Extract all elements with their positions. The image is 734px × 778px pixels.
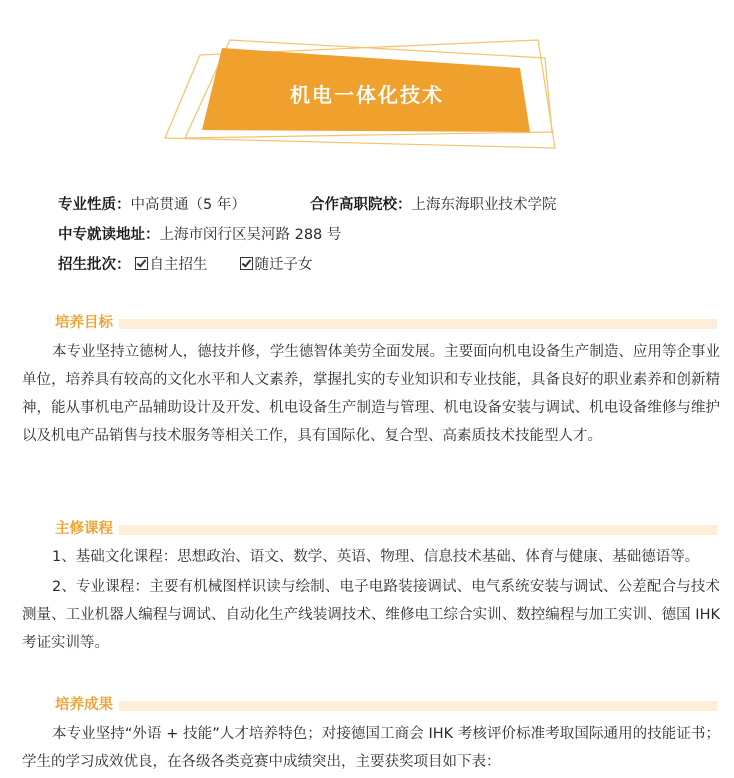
info-row-nature <box>58 195 246 215</box>
courses-item-1: 1、基础文化课程：思想政治、语文、数学、英语、物理、信息技术基础、体育与健康、基础德语等。 <box>52 549 700 565</box>
nature-label: 专业性质： <box>58 197 131 213</box>
courses-item-2: 2、专业课程：主要有机械图样识读与绘制、电子电路装接调试、电气系统安装与调试、公差配合与技术测量、工业机器人编程与调试、自动化生产线装调技术、维修电工综合实训、数控编程与加工实训、德国 IHK 考证实训等。 <box>22 579 720 651</box>
batch-option: 自主招生 <box>149 257 208 273</box>
page-title: 机电一体化技术 <box>290 83 444 107</box>
address-value: 上海市闵行区吴河路 288 号 <box>159 227 342 243</box>
section-header-courses <box>55 518 717 540</box>
section-header-goal <box>55 312 717 334</box>
results-paragraph: 本专业坚持“外语 + 技能”人才培养特色；对接德国工商会 IHK 考核评价标准考取国际通用的技能证书；学生的学习成效优良，在各级各类竞赛中成绩突出，主要获奖项目如下表： <box>22 726 720 770</box>
title-banner <box>0 0 734 160</box>
section-bar <box>110 319 717 329</box>
section-title: 培养目标 <box>55 312 119 334</box>
nature-value: 中高贯通（5 年） <box>130 197 246 213</box>
info-row-batch <box>58 255 313 275</box>
section-bar <box>110 525 717 535</box>
address-label: 中专就读地址： <box>58 227 160 243</box>
batch-label: 招生批次： <box>58 257 131 273</box>
section-title: 培养成果 <box>55 694 119 716</box>
partner-value: 上海东海职业技术学院 <box>411 197 557 213</box>
goal-paragraph: 本专业坚持立德树人，德技并修，学生德智体美劳全面发展。主要面向机电设备生产制造、应用等企事业单位，培养具有较高的文化水平和人文素养，掌握扎实的专业知识和专业技能，具备良好的职业素养和创新精神，能从事机电产品辅助设计及开发、机电设备生产制造与管理、机电设备安装与调试、机电设备维修与维护以及机电产品销售与技术服务等相关工作，具有国际化、复合型、高素质技术技能型人才。 <box>22 344 720 444</box>
checkbox-checked-icon <box>240 257 253 270</box>
info-row-partner <box>310 195 557 215</box>
partner-label: 合作高职院校： <box>310 197 412 213</box>
section-bar <box>110 701 717 711</box>
section-header-results <box>55 694 717 716</box>
info-row-address <box>58 225 341 245</box>
batch-option: 随迁子女 <box>254 257 313 273</box>
section-title: 主修课程 <box>55 518 119 540</box>
checkbox-checked-icon <box>135 257 148 270</box>
